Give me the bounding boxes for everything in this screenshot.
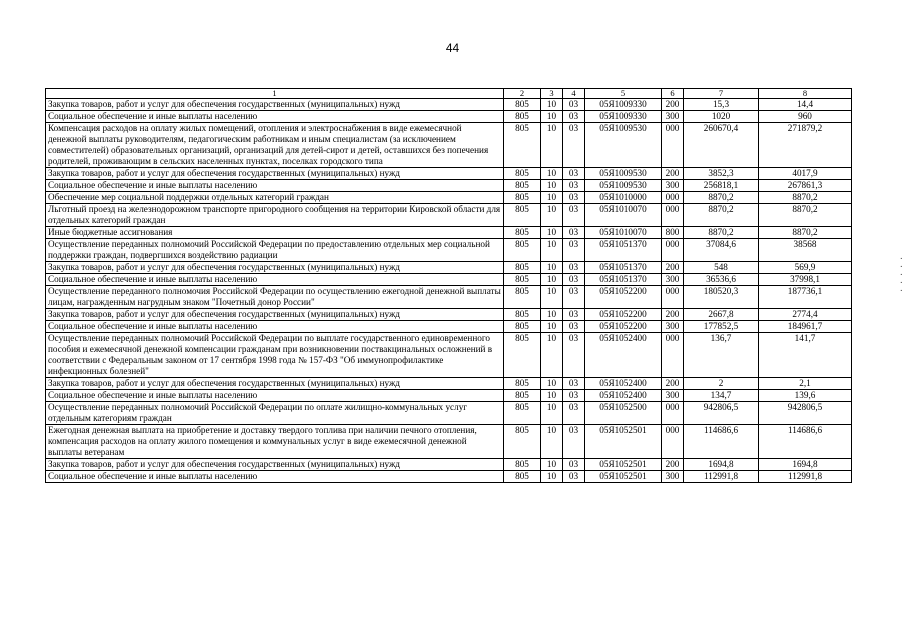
row-amount-year-1: 548 [684,262,759,274]
row-description: Социальное обеспечение и иные выплаты населению [46,471,504,483]
row-ministry-code: 805 [504,180,541,192]
row-subsection: 03 [563,123,585,168]
row-expense-type: 200 [662,378,684,390]
row-amount-year-1: 8870,2 [684,227,759,239]
row-ministry-code: 805 [504,425,541,459]
row-subsection: 03 [563,111,585,123]
row-ministry-code: 805 [504,239,541,262]
row-description: Социальное обеспечение и иные выплаты населению [46,274,504,286]
table-row [46,321,852,333]
row-ministry-code: 805 [504,192,541,204]
row-expense-type: 000 [662,286,684,309]
row-section: 10 [541,402,563,425]
row-expense-type: 200 [662,262,684,274]
table-row [46,227,852,239]
row-amount-year-2: 960 [759,111,852,123]
row-section: 10 [541,227,563,239]
row-amount-year-2: 37998,1 [759,274,852,286]
row-amount-year-1: 942806,5 [684,402,759,425]
row-section: 10 [541,111,563,123]
row-section: 10 [541,459,563,471]
row-description: Ежегодная денежная выплата на приобретение и доставку твердого топлива при наличии печного отопления, компенсация расходов на оплату жилого помещения и коммунальных услуг в виде ежемесячной денежной выплаты ветеранам [46,425,504,459]
row-subsection: 03 [563,192,585,204]
row-target-article: 05Я1052501 [585,471,662,483]
row-ministry-code: 805 [504,286,541,309]
row-target-article: 05Я1010070 [585,204,662,227]
row-target-article: 05Я1009530 [585,168,662,180]
row-subsection: 03 [563,274,585,286]
row-description: Льготный проезд на железнодорожном транспорте пригородного сообщения на территории Кировской области для отдельных категорий граждан [46,204,504,227]
row-amount-year-2: 1694,8 [759,459,852,471]
row-amount-year-1: 260670,4 [684,123,759,168]
row-expense-type: 300 [662,390,684,402]
row-amount-year-1: 3852,3 [684,168,759,180]
row-ministry-code: 805 [504,390,541,402]
row-subsection: 03 [563,204,585,227]
table-row [46,111,852,123]
row-amount-year-2: 4017,9 [759,168,852,180]
table-row [46,239,852,262]
row-subsection: 03 [563,459,585,471]
row-section: 10 [541,239,563,262]
row-description: Осуществление переданного полномочия Российской Федерации по осуществлению ежегодной денежной выплаты лицам, награжденным нагрудным знаком "Почетный донор России" [46,286,504,309]
row-expense-type: 000 [662,204,684,227]
row-ministry-code: 805 [504,204,541,227]
row-amount-year-1: 1694,8 [684,459,759,471]
row-subsection: 03 [563,168,585,180]
row-amount-year-1: 2 [684,378,759,390]
row-expense-type: 000 [662,402,684,425]
row-section: 10 [541,274,563,286]
row-ministry-code: 805 [504,274,541,286]
row-subsection: 03 [563,99,585,111]
row-description: Социальное обеспечение и иные выплаты населению [46,180,504,192]
row-target-article: 05Я1052200 [585,321,662,333]
table-row [46,425,852,459]
row-description: Осуществление переданных полномочий Российской Федерации по оплате жилищно-коммунальных услуг отдельным категориям граждан [46,402,504,425]
table-row [46,123,852,168]
row-amount-year-2: 112991,8 [759,471,852,483]
table-body [46,99,852,483]
row-description: Обеспечение мер социальной поддержки отдельных категорий граждан [46,192,504,204]
table-row [46,204,852,227]
row-subsection: 03 [563,471,585,483]
budget-table [45,88,852,483]
row-amount-year-2: 8870,2 [759,204,852,227]
row-section: 10 [541,180,563,192]
row-amount-year-2: 8870,2 [759,227,852,239]
table-row [46,471,852,483]
row-amount-year-2: 8870,2 [759,192,852,204]
row-expense-type: 200 [662,309,684,321]
row-ministry-code: 805 [504,111,541,123]
row-subsection: 03 [563,239,585,262]
row-amount-year-2: 14,4 [759,99,852,111]
column-header: 7 [684,89,759,99]
row-amount-year-1: 8870,2 [684,192,759,204]
row-subsection: 03 [563,286,585,309]
row-amount-year-1: 15,3 [684,99,759,111]
table-row [46,378,852,390]
row-ministry-code: 805 [504,321,541,333]
column-header: 3 [541,89,563,99]
row-section: 10 [541,425,563,459]
row-expense-type: 000 [662,192,684,204]
row-section: 10 [541,99,563,111]
table-row [46,274,852,286]
column-header: 4 [563,89,585,99]
row-ministry-code: 805 [504,123,541,168]
row-target-article: 05Я1052200 [585,286,662,309]
row-amount-year-2: 267861,3 [759,180,852,192]
row-target-article: 05Я1009330 [585,111,662,123]
row-description: Компенсация расходов на оплату жилых помещений, отопления и электроснабжения в виде ежемесячной денежной выплаты руководителям, педагогическим работникам и иным специалистам (за исключением совместителей) образовательных организаций, организаций для детей-сирот и детей, оставшихся без попечения родителей, проживающим в сельских населенных пунктах, поселках городского типа [46,123,504,168]
row-amount-year-2: 184961,7 [759,321,852,333]
row-amount-year-1: 134,7 [684,390,759,402]
row-ministry-code: 805 [504,402,541,425]
row-target-article: 05Я1052501 [585,425,662,459]
row-section: 10 [541,378,563,390]
row-amount-year-1: 2667,8 [684,309,759,321]
row-subsection: 03 [563,402,585,425]
row-subsection: 03 [563,227,585,239]
row-expense-type: 800 [662,227,684,239]
row-amount-year-2: 569,9 [759,262,852,274]
row-ministry-code: 805 [504,262,541,274]
table-row [46,99,852,111]
row-section: 10 [541,471,563,483]
row-description: Осуществление переданных полномочий Российской Федерации по выплате государственного единовременного пособия и ежемесячной денежной компенсации гражданам при возникновении поствакцинальных осложнений в соответствии с Федеральным законом от 17 сентября 1998 года № 157-ФЗ "Об иммунопрофилактике инфекционных болезней" [46,333,504,378]
row-subsection: 03 [563,262,585,274]
row-amount-year-2: 942806,5 [759,402,852,425]
row-target-article: 05Я1052400 [585,378,662,390]
row-description: Осуществление переданных полномочий Российской Федерации по предоставлению отдельных мер социальной поддержки граждан, подвергшихся воздействию радиации [46,239,504,262]
row-amount-year-2: 271879,2 [759,123,852,168]
row-description: Закупка товаров, работ и услуг для обеспечения государственных (муниципальных) нужд [46,459,504,471]
row-amount-year-1: 36536,6 [684,274,759,286]
row-description: Закупка товаров, работ и услуг для обеспечения государственных (муниципальных) нужд [46,99,504,111]
row-expense-type: 000 [662,333,684,378]
table-row [46,459,852,471]
margin-marks: · · · · · [899,253,903,296]
table-row [46,262,852,274]
row-amount-year-1: 1020 [684,111,759,123]
row-amount-year-1: 177852,5 [684,321,759,333]
row-target-article: 05Я1051370 [585,239,662,262]
table-row [46,390,852,402]
row-description: Социальное обеспечение и иные выплаты населению [46,390,504,402]
row-ministry-code: 805 [504,168,541,180]
row-subsection: 03 [563,425,585,459]
row-subsection: 03 [563,378,585,390]
row-description: Закупка товаров, работ и услуг для обеспечения государственных (муниципальных) нужд [46,309,504,321]
column-header: 2 [504,89,541,99]
row-amount-year-1: 112991,8 [684,471,759,483]
row-amount-year-1: 180520,3 [684,286,759,309]
row-expense-type: 000 [662,123,684,168]
row-description: Социальное обеспечение и иные выплаты населению [46,321,504,333]
table-row [46,168,852,180]
row-description: Закупка товаров, работ и услуг для обеспечения государственных (муниципальных) нужд [46,378,504,390]
row-ministry-code: 805 [504,227,541,239]
row-target-article: 05Я1052400 [585,390,662,402]
row-expense-type: 200 [662,99,684,111]
row-expense-type: 300 [662,471,684,483]
row-amount-year-2: 141,7 [759,333,852,378]
row-section: 10 [541,333,563,378]
row-target-article: 05Я1010000 [585,192,662,204]
row-ministry-code: 805 [504,378,541,390]
row-expense-type: 300 [662,111,684,123]
row-subsection: 03 [563,180,585,192]
row-ministry-code: 805 [504,459,541,471]
row-subsection: 03 [563,390,585,402]
row-subsection: 03 [563,309,585,321]
row-ministry-code: 805 [504,333,541,378]
table-row [46,333,852,378]
table-row [46,309,852,321]
row-amount-year-2: 2,1 [759,378,852,390]
row-expense-type: 000 [662,425,684,459]
table-row [46,402,852,425]
row-expense-type: 300 [662,180,684,192]
row-amount-year-2: 38568 [759,239,852,262]
column-header: 8 [759,89,852,99]
row-target-article: 05Я1051370 [585,274,662,286]
table-row [46,192,852,204]
row-target-article: 05Я1009530 [585,180,662,192]
row-expense-type: 300 [662,321,684,333]
column-header-row [46,89,852,99]
row-ministry-code: 805 [504,471,541,483]
row-target-article: 05Я1052200 [585,309,662,321]
page-number: 44 [445,41,460,55]
row-section: 10 [541,168,563,180]
row-expense-type: 200 [662,168,684,180]
row-amount-year-1: 8870,2 [684,204,759,227]
row-section: 10 [541,321,563,333]
row-description: Иные бюджетные ассигнования [46,227,504,239]
row-section: 10 [541,192,563,204]
row-target-article: 05Я1010070 [585,227,662,239]
row-amount-year-1: 256818,1 [684,180,759,192]
row-expense-type: 300 [662,274,684,286]
row-expense-type: 000 [662,239,684,262]
row-amount-year-1: 37084,6 [684,239,759,262]
column-header: 5 [585,89,662,99]
row-amount-year-2: 114686,6 [759,425,852,459]
row-section: 10 [541,309,563,321]
row-section: 10 [541,123,563,168]
row-amount-year-1: 136,7 [684,333,759,378]
column-header: 1 [46,89,504,99]
row-target-article: 05Я1009330 [585,99,662,111]
row-ministry-code: 805 [504,309,541,321]
row-target-article: 05Я1009530 [585,123,662,168]
row-target-article: 05Я1052500 [585,402,662,425]
table-row [46,286,852,309]
row-section: 10 [541,390,563,402]
row-ministry-code: 805 [504,99,541,111]
row-description: Социальное обеспечение и иные выплаты населению [46,111,504,123]
row-target-article: 05Я1051370 [585,262,662,274]
row-section: 10 [541,286,563,309]
row-amount-year-2: 187736,1 [759,286,852,309]
row-amount-year-2: 2774,4 [759,309,852,321]
row-subsection: 03 [563,321,585,333]
row-target-article: 05Я1052400 [585,333,662,378]
row-section: 10 [541,262,563,274]
row-expense-type: 200 [662,459,684,471]
row-section: 10 [541,204,563,227]
row-amount-year-1: 114686,6 [684,425,759,459]
table-row [46,180,852,192]
row-target-article: 05Я1052501 [585,459,662,471]
row-description: Закупка товаров, работ и услуг для обеспечения государственных (муниципальных) нужд [46,262,504,274]
column-header: 6 [662,89,684,99]
row-subsection: 03 [563,333,585,378]
row-amount-year-2: 139,6 [759,390,852,402]
row-description: Закупка товаров, работ и услуг для обеспечения государственных (муниципальных) нужд [46,168,504,180]
